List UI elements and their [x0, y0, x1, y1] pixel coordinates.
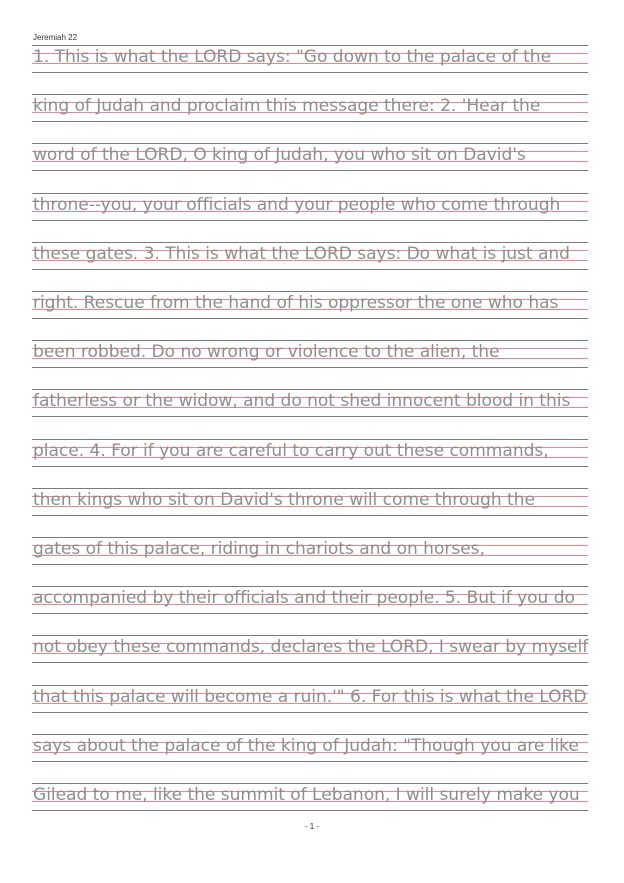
guide-line-gray: [32, 367, 588, 368]
practice-row: [32, 242, 588, 282]
guide-line-gray: [32, 170, 588, 171]
trace-text-line: says about the palace of the king of Judah: "Though you are like: [33, 735, 579, 756]
guide-line-gray: [32, 220, 588, 221]
trace-text-line: fatherless or the widow, and do not shed innocent blood in this: [33, 391, 571, 412]
trace-text-line: been robbed. Do no wrong or violence to the alien, the: [33, 342, 500, 363]
practice-row: [32, 193, 588, 233]
page-number: - 1 -: [304, 822, 320, 831]
trace-text-line: Gilead to me, like the summit of Lebanon, I will surely make you: [33, 785, 580, 805]
guide-line-gray: [32, 810, 588, 811]
trace-text-line: that this palace will become a ruin.'" 6. For this is what the LORD: [33, 686, 587, 707]
trace-text-line: gates of this palace, riding in chariots and on horses,: [33, 539, 485, 559]
practice-row: [32, 45, 588, 85]
trace-text-line: not obey these commands, declares the LORD, I swear by myself: [33, 637, 589, 658]
trace-text-line: these gates. 3. This is what the LORD says: Do what is just and: [33, 243, 570, 264]
practice-row: [32, 586, 588, 626]
trace-text-line: right. Rescue from the hand of his oppressor the one who has: [33, 293, 559, 313]
guide-line-gray: [32, 466, 588, 467]
practice-row: [32, 488, 588, 528]
chapter-title: Jeremiah 22: [33, 33, 78, 42]
guide-line-gray: [32, 269, 588, 270]
guide-line-gray: [32, 416, 588, 417]
practice-row: [32, 734, 588, 774]
practice-row: [32, 783, 588, 823]
guide-line-gray: [32, 761, 588, 762]
practice-row: [32, 143, 588, 183]
guide-line-gray: [32, 515, 588, 516]
trace-text-line: place. 4. For if you are careful to carry out these commands,: [33, 440, 549, 461]
guide-line-gray: [32, 564, 588, 565]
practice-row: [32, 685, 588, 725]
practice-row: [32, 94, 588, 134]
trace-text-line: throne--you, your officials and your people who come through: [33, 194, 561, 215]
practice-row: [32, 439, 588, 479]
practice-row: [32, 537, 588, 577]
trace-text-line: 1. This is what the LORD says: "Go down to the palace of the: [33, 47, 552, 67]
practice-row: [32, 291, 588, 331]
guide-line-gray: [32, 72, 588, 73]
trace-text-line: king of Judah and proclaim this message there: 2. 'Hear the: [33, 96, 541, 117]
trace-text-line: accompanied by their officials and their people. 5. But if you do: [33, 588, 575, 609]
practice-row: [32, 340, 588, 380]
practice-row: [32, 635, 588, 675]
guide-line-gray: [32, 318, 588, 319]
guide-line-gray: [32, 121, 588, 122]
practice-row: [32, 389, 588, 429]
trace-text-line: word of the LORD, O king of Judah, you who sit on David's: [33, 145, 526, 166]
guide-line-gray: [32, 662, 588, 663]
trace-text-line: then kings who sit on David's throne will come through the: [33, 489, 535, 510]
guide-line-gray: [32, 613, 588, 614]
guide-line-gray: [32, 712, 588, 713]
